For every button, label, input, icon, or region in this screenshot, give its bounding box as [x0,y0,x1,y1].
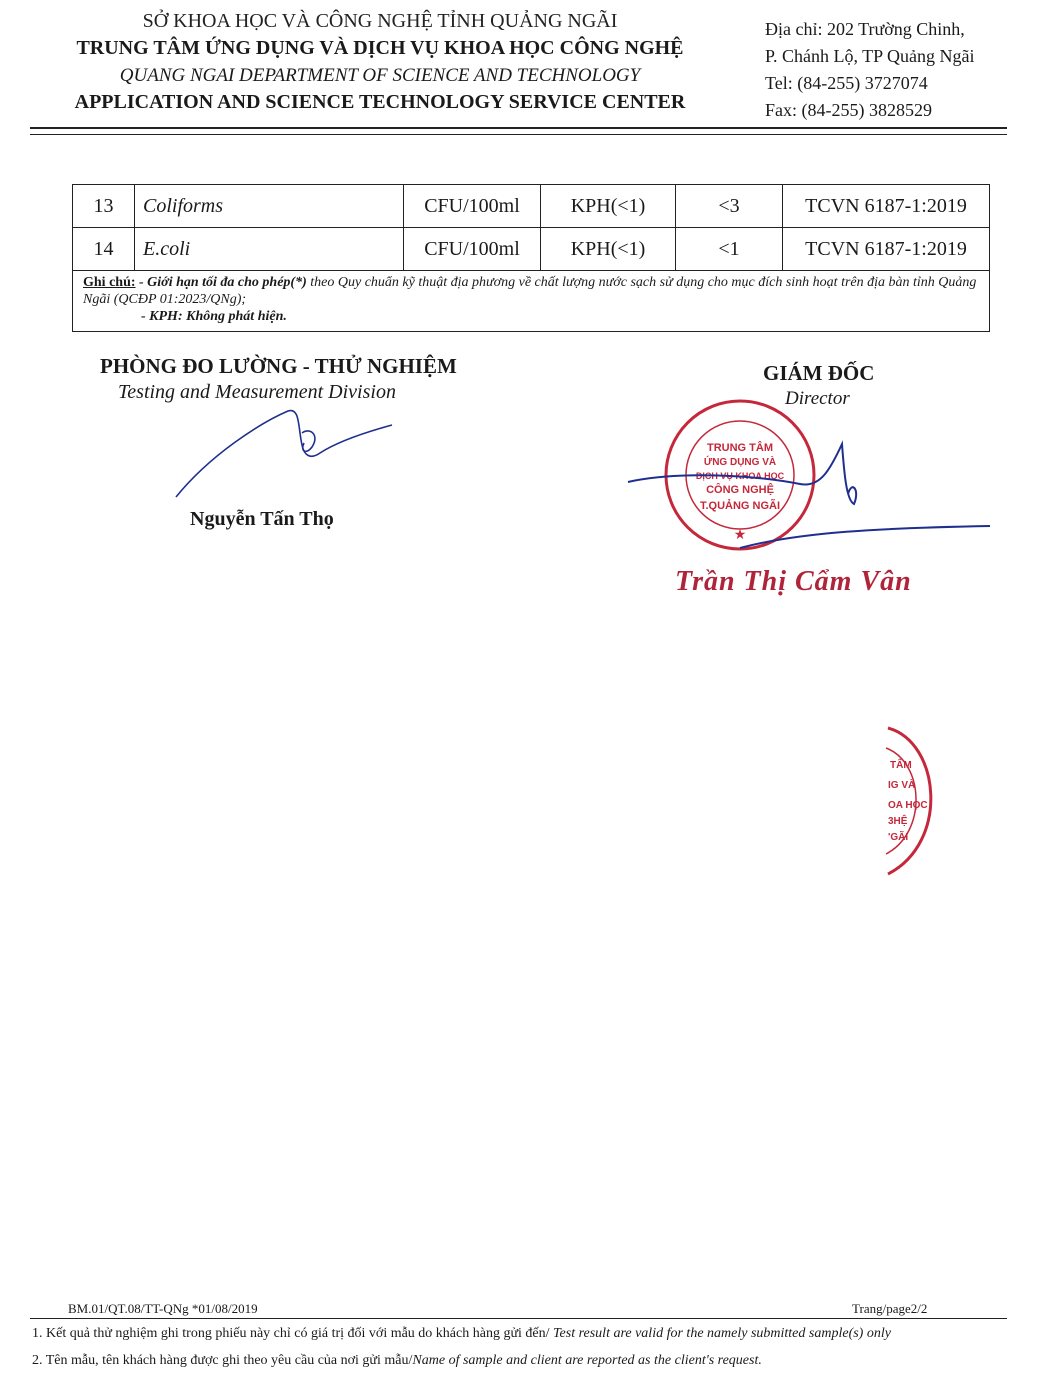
table-row [73,185,990,228]
division-signature [170,405,410,515]
footer-note-1 [32,1326,891,1342]
test-method: TCVN 6187-1:2019 [783,185,990,228]
telephone: Tel: (84-255) 3727074 [765,73,928,93]
svg-text:ỨNG DỤNG VÀ: ỨNG DỤNG VÀ [703,457,777,468]
svg-text:★: ★ [733,526,747,542]
division-title: PHÒNG ĐO LƯỜNG - THỬ NGHIỆM [100,354,457,378]
row-number: 13 [73,185,135,228]
note-cell [73,271,990,332]
director-title: GIÁM ĐỐC [763,361,875,385]
parameter-name: Coliforms [135,185,404,228]
results-table [72,184,990,332]
note-row [73,271,990,332]
svg-text:3HỆ: 3HỆ [888,816,908,827]
director-signature [620,440,1000,550]
footer-note-2-en: Name of sample and client are reported as the client's request. [412,1353,762,1368]
max-limit: KPH(<1) [541,185,676,228]
form-code: BM.01/QT.08/TT-QNg *01/08/2019 [68,1301,258,1316]
test-method: TCVN 6187-1:2019 [783,228,990,271]
note-label: Ghi chú: [83,275,136,290]
footer-note-2-vi: 2. Tên mẫu, tên khách hàng được ghi theo yêu cầu của nơi gửi mẫu/ [32,1353,413,1368]
max-limit: KPH(<1) [541,228,676,271]
svg-text:T.QUẢNG NGÃI: T.QUẢNG NGÃI [699,500,781,512]
footer-rule [30,1318,1007,1319]
footer-note-2 [32,1353,762,1369]
department-name-en: QUANG NGAI DEPARTMENT OF SCIENCE AND TECHNOLOGY [119,65,641,86]
page-number: Trang/page2/2 [852,1301,928,1316]
svg-text:CÔNG NGHỆ: CÔNG NGHỆ [706,484,774,496]
svg-text:OA HỌC: OA HỌC [888,800,928,811]
address-line-1: Địa chỉ: 202 Trường Chinh, [765,19,965,39]
svg-text:DỊCH VỤ KHOA HỌC: DỊCH VỤ KHOA HỌC [695,471,785,481]
center-name-vi: TRUNG TÂM ỨNG DỤNG VÀ DỊCH VỤ KHOA HỌC CÔNG NGHỆ [76,37,684,59]
svg-text:'GÃI: 'GÃI [888,832,909,843]
test-result: <1 [676,228,783,271]
header-rule-thin [30,134,1007,135]
director-subtitle: Director [785,388,850,409]
note-kph: - KPH: Không phát hiện. [141,309,287,324]
svg-text:TRUNG TÂM: TRUNG TÂM [707,442,773,454]
header-left [40,8,720,116]
footer-note-1-vi: 1. Kết quả thử nghiệm ghi trong phiếu này chỉ có giá trị đối với mẫu do khách hàng gửi đến/ [32,1326,550,1341]
unit: CFU/100ml [404,185,541,228]
test-result: <3 [676,185,783,228]
division-subtitle: Testing and Measurement Division [118,381,396,403]
parameter-name: E.coli [135,228,404,271]
partial-seal [880,722,950,882]
address-line-2: P. Chánh Lộ, TP Quảng Ngãi [765,46,975,66]
svg-text:IG VÀ: IG VÀ [888,780,916,791]
svg-text:TÂM: TÂM [890,760,912,771]
table-row [73,228,990,271]
center-name-en: APPLICATION AND SCIENCE TECHNOLOGY SERVICE CENTER [74,91,686,113]
director-signer-name: Trần Thị Cẩm Vân [675,566,912,597]
ministry-name: SỞ KHOA HỌC VÀ CÔNG NGHỆ TỈNH QUẢNG NGÃI [142,10,618,32]
division-signer-name: Nguyễn Tấn Thọ [190,508,334,530]
note-text: theo Quy chuẩn kỹ thuật địa phương về chất lượng nước sạch sử dụng cho mục đích sinh hoạt trên địa bàn tỉnh Quảng Ngãi (QCĐP 01:2023/QNg); [83,275,977,307]
fax: Fax: (84-255) 3828529 [765,100,932,120]
header-rule-thick [30,127,1007,129]
footer-note-1-en: Test result are valid for the namely submitted sample(s) only [549,1326,891,1341]
unit: CFU/100ml [404,228,541,271]
header-contact [765,16,975,124]
row-number: 14 [73,228,135,271]
note-limit-label: - Giới hạn tối đa cho phép(*) [135,275,307,290]
